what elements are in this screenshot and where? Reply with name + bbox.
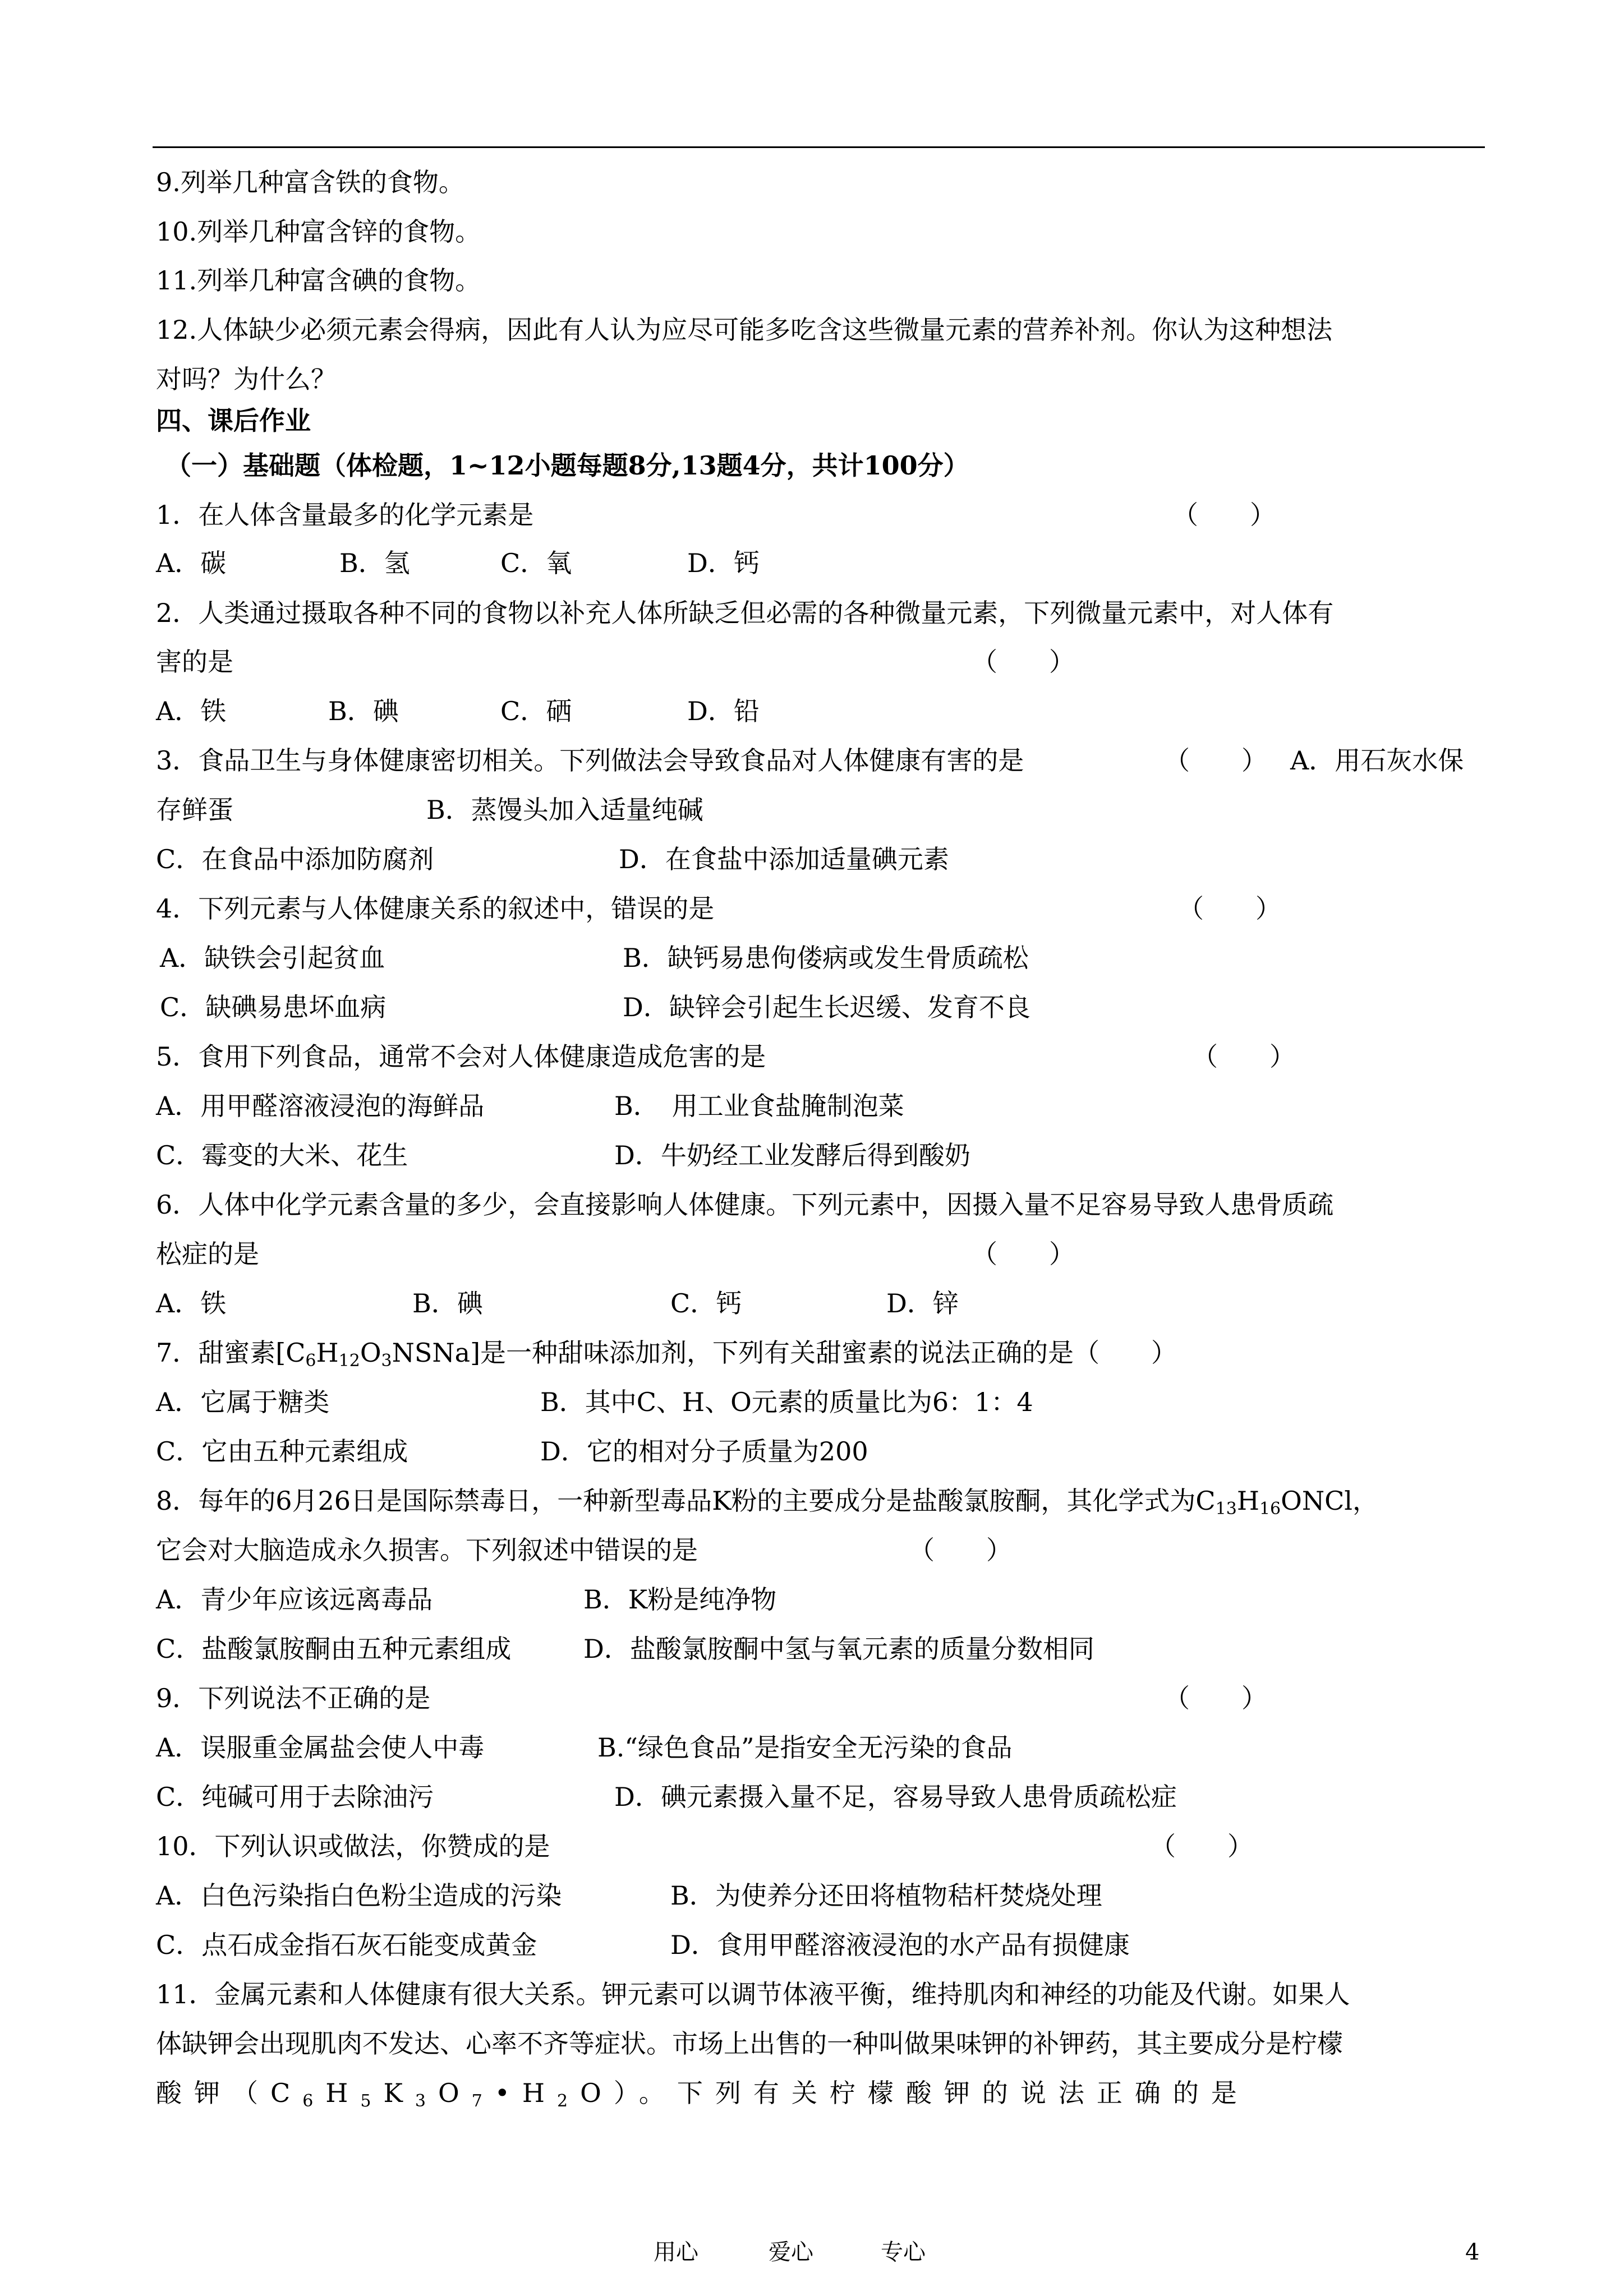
answer-paren: （ ） [972, 1239, 1075, 1269]
q7-option-a: A．它属于糖类 [156, 1387, 330, 1417]
q2-stem: 2．人类通过摄取各种不同的食物以补充人体所缺乏但必需的各种微量元素，下列微量元素中，对人体有 [156, 598, 1334, 628]
q2-option-b: B．碘 [328, 696, 399, 726]
question-10-pre: 10.列举几种富含锌的食物。 [156, 216, 481, 247]
q1-option-a: A．碳 [156, 548, 227, 578]
answer-paren: （ ） [1164, 745, 1267, 776]
q1-option-b: B．氢 [339, 548, 410, 578]
q4-option-b: B．缺钙易患佝偻病或发生骨质疏松 [623, 943, 1029, 973]
q1-option-d: D．钙 [687, 548, 760, 578]
q6-option-b: B．碘 [412, 1288, 483, 1318]
q6-stem-cont: 松症的是 [156, 1239, 259, 1269]
q3-option-c: C．在食品中添加防腐剂 [156, 844, 434, 874]
q10-option-c: C．点石成金指石灰石能变成黄金 [156, 1930, 537, 1960]
question-12-pre-cont: 对吗？为什么？ [156, 364, 337, 394]
footer-text-2: 爱心 [769, 2239, 813, 2265]
q11-stem-cont-2: 酸钾$(C_6H_5K_3O_7•H_2O)$。下列有关柠檬酸钾的说法正确的是 [156, 2078, 1249, 2111]
q5-option-b: B． 用工业食盐腌制泡菜 [614, 1091, 904, 1121]
q10-option-a: A．白色污染指白色粉尘造成的污染 [156, 1880, 562, 1911]
q7-option-c: C．它由五种元素组成 [156, 1436, 408, 1467]
q6-option-d: D．锌 [886, 1288, 959, 1318]
q2-option-d: D．铅 [687, 696, 760, 726]
q5-option-c: C．霉变的大米、花生 [156, 1140, 408, 1170]
subsection-title: （一）基础题（体检题，1~12小题每题8分,13题4分，共计100分） [165, 450, 969, 481]
q11-stem: 11．金属元素和人体健康有很大关系。钾元素可以调节体液平衡，维持肌肉和神经的功能及代谢。如果人 [156, 1979, 1350, 2009]
q2-option-c: C．硒 [500, 696, 572, 726]
q11-stem-cont: 体缺钾会出现肌肉不发达、心率不齐等症状。市场上出售的一种叫做果味钾的补钾药，其主要成分是柠檬 [156, 2028, 1343, 2059]
q2-option-a: A．铁 [156, 696, 227, 726]
question-11-pre: 11.列举几种富含碘的食物。 [156, 265, 481, 296]
answer-paren: （ ） [972, 647, 1075, 677]
q3-option-d: D．在食盐中添加适量碘元素 [619, 844, 949, 874]
q1-option-c: C．氧 [500, 548, 572, 578]
q9-option-a: A．误服重金属盐会使人中毒 [156, 1732, 485, 1763]
q8-option-b: B．K粉是纯净物 [583, 1584, 777, 1615]
q10-stem: 10．下列认识或做法，你赞成的是 [156, 1831, 550, 1861]
answer-paren: （ ） [1178, 893, 1281, 924]
q4-stem: 4．下列元素与人体健康关系的叙述中，错误的是 [156, 893, 715, 924]
footer-text-1: 用心 [654, 2239, 698, 2265]
q10-option-d: D．食用甲醛溶液浸泡的水产品有损健康 [670, 1930, 1130, 1960]
q8-option-d: D．盐酸氯胺酮中氢与氧元素的质量分数相同 [583, 1634, 1094, 1664]
header-rule [153, 146, 1485, 148]
question-12-pre: 12.人体缺少必须元素会得病，因此有人认为应尽可能多吃含这些微量元素的营养补剂。你认为这种想法 [156, 315, 1333, 345]
q5-option-d: D．牛奶经工业发酵后得到酸奶 [614, 1140, 970, 1170]
q6-option-c: C．钙 [670, 1288, 742, 1318]
q9-option-b: B.“绿色食品”是指安全无污染的食品 [597, 1732, 1013, 1763]
q9-option-c: C．纯碱可用于去除油污 [156, 1782, 434, 1812]
q6-option-a: A．铁 [156, 1288, 227, 1318]
q8-option-c: C．盐酸氯胺酮由五种元素组成 [156, 1634, 512, 1664]
q9-stem: 9．下列说法不正确的是 [156, 1683, 431, 1713]
footer-text-3: 专心 [881, 2239, 926, 2265]
q9-option-d: D．碘元素摄入量不足，容易导致人患骨质疏松症 [614, 1782, 1177, 1812]
q4-option-c: C．缺碘易患坏血病 [160, 992, 387, 1022]
answer-paren: （ ） [1172, 500, 1276, 530]
q8-stem-cont: 它会对大脑造成永久损害。下列叙述中错误的是 [156, 1535, 698, 1565]
answer-paren: （ ） [909, 1535, 1012, 1565]
q1-stem: 1．在人体含量最多的化学元素是 [156, 500, 534, 530]
q3-stem: 3．食品卫生与身体健康密切相关。下列做法会导致食品对人体健康有害的是 [156, 745, 1024, 776]
q7-stem: 7．甜蜜素$[C_6H_{12}O_3NSNa]$是一种甜味添加剂，下列有关甜蜜素的说法正确的是（ ） [156, 1338, 1177, 1371]
question-9-pre: 9.列举几种富含铁的食物。 [156, 167, 464, 197]
q8-option-a: A．青少年应该远离毒品 [156, 1584, 433, 1615]
section-title: 四、课后作业 [156, 405, 311, 436]
q2-stem-cont: 害的是 [156, 647, 233, 677]
q5-option-a: A．用甲醛溶液浸泡的海鲜品 [156, 1091, 485, 1121]
q6-stem: 6．人体中化学元素含量的多少，会直接影响人体健康。下列元素中，因摄入量不足容易导致人患骨质疏 [156, 1190, 1334, 1220]
q10-option-b: B．为使养分还田将植物秸杆焚烧处理 [670, 1880, 1102, 1911]
q4-option-a: A．缺铁会引起贫血 [160, 943, 385, 973]
answer-paren: （ ） [1164, 1683, 1267, 1713]
q8-stem: 8．每年的6月26日是国际禁毒日，一种新型毒品K粉的主要成分是盐酸氯胺酮，其化学式为$C_{13}H_{16}ONCl$， [156, 1486, 1379, 1519]
q4-option-d: D．缺锌会引起生长迟缓、发育不良 [623, 992, 1030, 1022]
q7-option-b: B．其中C、H、O元素的质量比为6：1：4 [540, 1387, 1033, 1417]
q3-option-b: B．蒸馒头加入适量纯碱 [426, 795, 703, 825]
q3-option-a: A．用石灰水保 [1290, 745, 1464, 776]
q7-option-d: D．它的相对分子质量为200 [540, 1436, 868, 1467]
answer-paren: （ ） [1150, 1831, 1253, 1861]
q3-option-a-cont: 存鲜蛋 [156, 795, 233, 825]
answer-paren: （ ） [1192, 1041, 1295, 1072]
page-number: 4 [1465, 2239, 1480, 2265]
q5-stem: 5．食用下列食品，通常不会对人体健康造成危害的是 [156, 1041, 766, 1072]
